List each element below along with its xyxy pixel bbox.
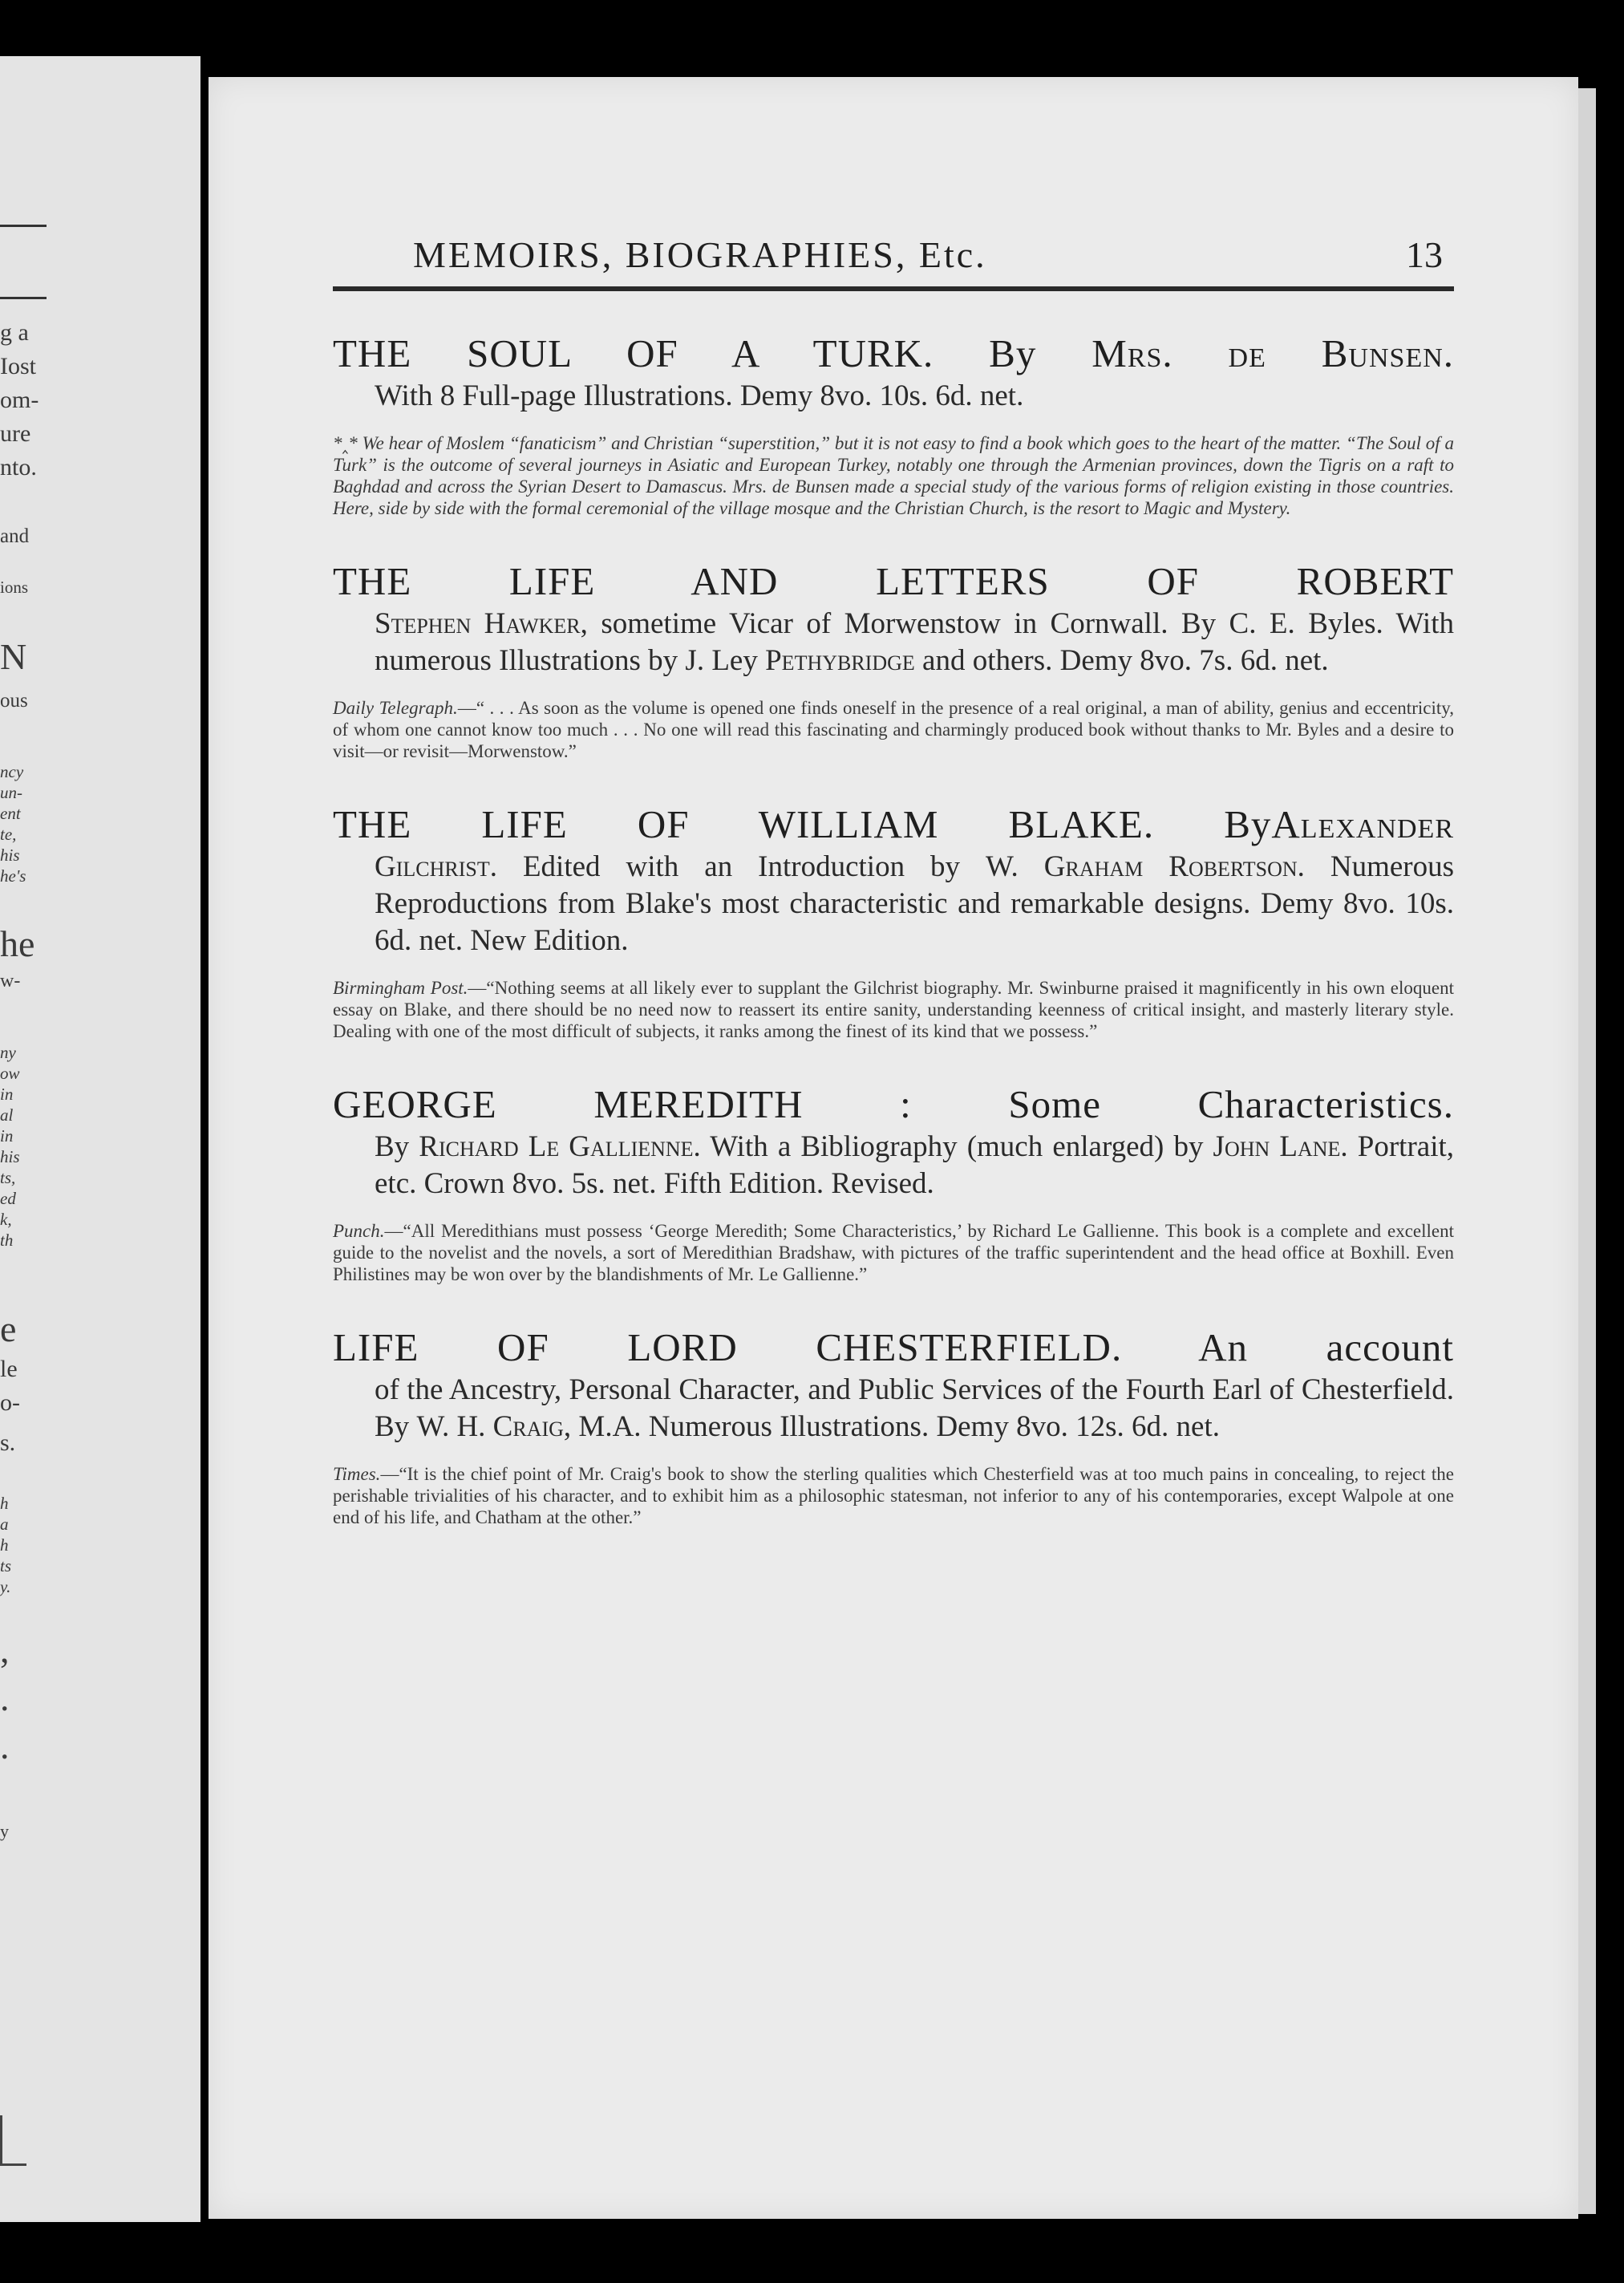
entry-heading xyxy=(333,801,1454,849)
left-page-text: ure xyxy=(0,420,31,447)
review-text: —“ . . . As soon as the volume is opened one finds oneself in the presence of a real original, a man of ability, genius and eccentricity, of whom one cannot know too much . . . No one will read this fascinating and charmingly produced book without thanks to Mr. Byles and a desire to visit—or revisit—Morwenstow.” xyxy=(333,698,1454,761)
left-page-text: he's xyxy=(0,866,26,886)
entry-detail-text: Edited with an Introduction by xyxy=(496,850,986,883)
left-page-text: ts xyxy=(0,1556,12,1575)
entry-author: Mrs. de Bunsen. xyxy=(1091,331,1455,375)
left-page-text: s. xyxy=(0,1429,16,1456)
entry-details xyxy=(375,606,1454,679)
left-page-text: ncy xyxy=(0,762,24,781)
review-text: —“It is the chief point of Mr. Craig's book to show the sterling qualities which Chesterfield was at too much pains in concealing, to reject the perishable trivialities of his character, and to exhibit him as a philosophic statesman, not inferior to any of his contemporaries, except Walpole at one end of his life, and Chatham at the other.” xyxy=(333,1464,1454,1527)
entry-editor: W. Graham Robertson. xyxy=(986,850,1305,883)
left-page-text: in xyxy=(0,1085,14,1104)
entry-details: With 8 Full-page Illustrations. Demy 8vo. 10s. 6d. net. xyxy=(375,379,1024,412)
left-page-text: le xyxy=(0,1356,18,1382)
entry-review xyxy=(333,697,1454,762)
entry-detail-text: Numerous Illustrations. Demy 8vo. 12s. 6d. net. xyxy=(641,1410,1220,1443)
left-page-text: N xyxy=(0,636,27,677)
book-page xyxy=(209,77,1578,2219)
left-page-text: h xyxy=(0,1494,9,1513)
left-page-text: and xyxy=(0,525,30,547)
left-page-text: o- xyxy=(0,1389,20,1416)
entry-detail-text: With a Bibliography (much enlarged) by xyxy=(700,1130,1213,1163)
left-page-text: his xyxy=(0,1147,20,1166)
review-source: Birmingham Post. xyxy=(333,978,468,998)
left-page-text: e xyxy=(0,1308,17,1349)
left-page-text: ent xyxy=(0,804,21,823)
entry-title: THE SOUL OF A TURK. xyxy=(333,331,934,375)
left-page-text: al xyxy=(0,1105,14,1125)
entry-detail-text: Portrait, etc. Crown 8vo. 5s. net. Fifth Edition. Revised. xyxy=(375,1130,1455,1200)
review-source: Daily Telegraph. xyxy=(333,698,458,718)
entry-title: LIFE OF LORD CHESTERFIELD. xyxy=(333,1325,1123,1369)
entry-heading xyxy=(333,1081,1454,1129)
left-page-text: te, xyxy=(0,825,17,844)
left-page-text: a xyxy=(0,1515,9,1534)
entry-by: By xyxy=(1224,802,1272,846)
left-page-text: he xyxy=(0,923,35,964)
entry-by: By xyxy=(989,331,1037,375)
entry-author: John Lane. xyxy=(1213,1130,1348,1163)
left-page-text: ous xyxy=(0,690,28,712)
left-page-text: g a xyxy=(0,319,29,346)
review-text: —“All Meredithians must possess ‘George Meredith; Some Characteristics,’ by Richard Le Gallienne. This book is a complete and excellent guide to the novelist and the novels, a sort of Meredithian Bradshaw, with pictures of the traffic superintendent and the head office at Boxhill. Even Philistines may be won over by the blandishments of Mr. Le Gallienne.” xyxy=(333,1221,1454,1284)
left-page-text: w- xyxy=(0,971,21,991)
review-source: Times. xyxy=(333,1464,381,1484)
entry-details xyxy=(375,1372,1454,1446)
entry-author: Alexander xyxy=(1271,802,1455,846)
left-page-text: y. xyxy=(0,1577,11,1596)
left-page-text: . xyxy=(0,1725,10,1766)
entry-author: Gilchrist. xyxy=(375,850,497,883)
entry-title: THE LIFE AND LETTERS OF ROBERT xyxy=(333,559,1454,603)
left-page-text: ts, xyxy=(0,1168,16,1187)
book-entry xyxy=(333,1324,1454,1528)
left-page-text: un- xyxy=(0,783,22,802)
entry-details xyxy=(375,849,1454,959)
left-page-text: nto. xyxy=(0,454,37,481)
entry-title: THE LIFE OF WILLIAM BLAKE. xyxy=(333,802,1155,846)
entry-illustrator: Pethybridge xyxy=(765,644,915,677)
left-page-text: th xyxy=(0,1231,14,1250)
entry-author: Richard Le Gallienne. xyxy=(419,1130,701,1163)
entry-review xyxy=(333,977,1454,1042)
left-page-text: Iost xyxy=(0,353,36,379)
page-edge xyxy=(1578,88,1596,2214)
left-page-text: ed xyxy=(0,1189,16,1208)
entry-author: W. H. Craig, M.A. xyxy=(416,1410,642,1443)
page-content xyxy=(333,233,1454,1528)
entry-detail-text: of the Ancestry, Personal Character, and Public Services of the Fourth Earl of Chesterfield. By xyxy=(375,1373,1454,1443)
book-entry xyxy=(333,1081,1454,1285)
left-page-text: , xyxy=(0,1629,10,1670)
left-page-text: . xyxy=(0,1677,10,1718)
page-corner-mark xyxy=(0,2115,26,2166)
book-entry xyxy=(333,558,1454,762)
left-page-text: in xyxy=(0,1126,14,1146)
entry-details xyxy=(375,1129,1454,1202)
left-page-rule xyxy=(0,225,47,227)
left-page-text: ow xyxy=(0,1064,20,1083)
review-text: —“Nothing seems at all likely ever to supplant the Gilchrist biography. Mr. Swinburne praised it magnificently in his own eloquent essay on Blake, and there should be no need now to reassert its entire sanity, understanding keenness of critical insight, and masterly literary style. Dealing with one of the most difficult of subjects, it ranks among the finest of its kind that we possess.” xyxy=(333,978,1454,1041)
left-page-text: ions xyxy=(0,578,29,597)
entry-review: *‸* We hear of Moslem “fanaticism” and Christian “superstition,” but it is not easy to find a book which goes to the heart of the matter. “The Soul of a Turk” is the outcome of several journeys in Asiatic and European Turkey, notably one through the Armenian provinces, down the Tigris on a raft to Baghdad and across the Syrian Desert to Damascus. Mrs. de Bunsen made a special study of the various forms of religion existing in those countries. Here, side by side with the formal ceremonial of the village mosque and the Christian Church, is the resort to Magic and Mystery. xyxy=(333,433,1454,518)
entry-heading xyxy=(333,1324,1454,1372)
running-head xyxy=(333,233,1454,291)
entry-subtitle: Some Characteristics. xyxy=(1008,1082,1455,1126)
page-number: 13 xyxy=(1406,234,1443,275)
left-page-text: om- xyxy=(0,387,39,413)
book-entry xyxy=(333,801,1454,1042)
left-page-text: y xyxy=(0,1821,9,1841)
left-page-text: k, xyxy=(0,1210,12,1229)
book-entry xyxy=(333,330,1454,519)
entry-heading xyxy=(333,330,1454,378)
entry-review xyxy=(333,1463,1454,1528)
left-page-text: his xyxy=(0,845,20,865)
entry-detail-text: Numerous Reproductions from Blake's most characteristic and remarkable designs. Demy 8vo. 10s. 6d. net. New Edition. xyxy=(375,850,1454,957)
entry-detail-text: and others. Demy 8vo. 7s. 6d. net. xyxy=(914,644,1329,677)
left-page-fragment xyxy=(0,56,200,2222)
running-head-title: MEMOIRS, BIOGRAPHIES, Etc. xyxy=(413,234,987,275)
entry-detail-text: By xyxy=(375,1130,419,1163)
left-page-rule xyxy=(0,297,47,299)
left-page-text: ny xyxy=(0,1043,16,1062)
left-page-text: h xyxy=(0,1535,9,1555)
entry-subtitle: An account xyxy=(1198,1325,1454,1369)
entry-author: Stephen Hawker xyxy=(375,607,581,640)
review-source: Punch. xyxy=(333,1221,385,1241)
entry-detail-text: , sometime Vicar of Morwenstow in Cornwall. By C. E. Byles. With numerous Illustrations by J. Ley xyxy=(375,607,1454,677)
entry-title: GEORGE MEREDITH : xyxy=(333,1082,912,1126)
entry-review xyxy=(333,1220,1454,1285)
